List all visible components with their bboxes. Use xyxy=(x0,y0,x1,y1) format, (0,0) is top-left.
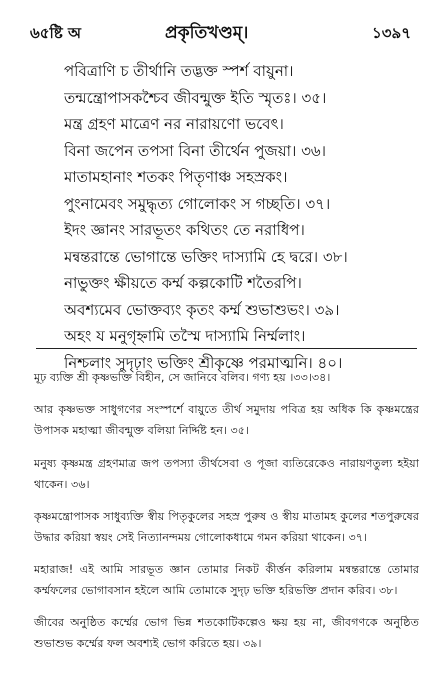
section-title: প্রকৃতিখণ্ডম্‌। xyxy=(165,23,249,43)
commentary-paragraph: জীবের অনুষ্ঠিত কর্ম্মের ভোগ ভিন্ন শতকোটিকল্পেও ক্ষয় হয় না, জীবগণকে অনুষ্ঠিত শুভাশুভ কর্ম্মের ফল অবশ্যই ভোগ করিতে হয়। ৩৯। xyxy=(34,616,419,651)
commentary-paragraph: মহারাজ! এই আমি সারভূত জ্ঞান তোমার নিকট কীর্ত্তন করিলাম মন্বন্তরান্তে তোমার কর্ম্মফলের ভোগাবসান হইলে আমি তোমাকে সুদৃঢ় ভক্তি হরিভক্তি প্রদান করিব। ৩৮। xyxy=(34,562,419,597)
chapter-label: ৬৫ষ্টি অ xyxy=(30,24,81,42)
commentary-paragraph: কৃষ্ণমন্ত্রোপাসক সাধুব্যক্তি স্বীয় পিতৃকুলের সহস্র পুরুষ ও স্বীয় মাতামহ কুলের শতপুরুষের উদ্ধার করিয়া স্বয়ং সেই নিত্যানন্দময় গোলোকধামে গমন করিয়া থাকেন। ৩৭। xyxy=(34,509,419,544)
verse-line: মন্বন্তরান্তে ভোগান্তে ভক্তিং দাস্যামি হে দ্বরে। ৩৮। xyxy=(64,247,348,266)
verse-line: নিশ্চলাং সুদৃঢ়াং ভক্তিং শ্রীকৃষ্ণে পরমাত্মনি। ৪০। xyxy=(64,353,343,372)
verse-line: অবশ্যমেব ভোক্তব্যং কৃতং কর্ম্ম শুভাশুভং। ৩৯। xyxy=(64,300,340,319)
bengali-commentary xyxy=(34,356,419,658)
verse-line: অহং য মনুগৃহ্নামি তস্মৈ দাস্যামি নির্ম্মলাং। xyxy=(64,327,306,345)
separator-line xyxy=(36,348,417,349)
commentary-paragraph: আর কৃষ্ণভক্ত সাধুগণের সংস্পর্শে বায়ুতে তীর্থ সমুদায় পবিত্র হয় অধিক কি কৃষ্ণমন্ত্রের উপাসক মহাত্মা জীবন্মুক্ত বলিয়া নির্দ্দিষ্ট হন। ৩৫। xyxy=(34,403,419,438)
page-number: ১৩৯৭ xyxy=(372,24,411,42)
commentary-paragraph: মূঢ় ব্যক্তি শ্রী কৃষ্ণভক্তি বিহীন, সে জানিবে বলিব। গণ্য হয় ।৩৩।৩৪। xyxy=(34,371,331,385)
verse-line: মাতামহানাং শতকং পিতৃণাঞ্চ সহস্রকং। xyxy=(64,168,288,186)
verse-line: পবিত্রাণি চ তীর্থানি তদ্ভক্ত স্পর্শ বায়ুনা। xyxy=(64,62,294,80)
verse-line: মন্ত্র গ্রহণ মাত্রেণ নর নারায়ণো ভবেৎ। xyxy=(64,115,284,133)
verse-line: পুংনামেবং সমুদ্ধৃত্য গোলোকং স গচ্ছতি। ৩৭। xyxy=(64,194,331,213)
verse-line: ইদং জ্ঞানং সারভূতং কথিতং তে নরাধিপ। xyxy=(64,221,305,239)
commentary-paragraph: মনুষ্য কৃষ্ণমন্ত্র গ্রহণমাত্র জপ তপস্যা তীর্থসেবা ও পূজা ব্যতিরেকেও নারায়ণতুল্য হইয়া থাকেন। ৩৬। xyxy=(34,456,419,491)
page-header xyxy=(30,20,411,46)
verse-line: নাভুক্তং ক্ষীয়তে কর্ম্ম কল্পকোটি শতৈরপি। xyxy=(64,274,302,292)
verse-line: তন্মন্ত্রোপাসকশ্চৈব জীবন্মুক্ত ইতি স্মৃতঃ। ৩৫। xyxy=(64,88,327,107)
sanskrit-verses xyxy=(64,58,423,376)
verse-line: বিনা জপেন তপসা বিনা তীর্থেন পুজয়া। ৩৬। xyxy=(64,141,327,160)
